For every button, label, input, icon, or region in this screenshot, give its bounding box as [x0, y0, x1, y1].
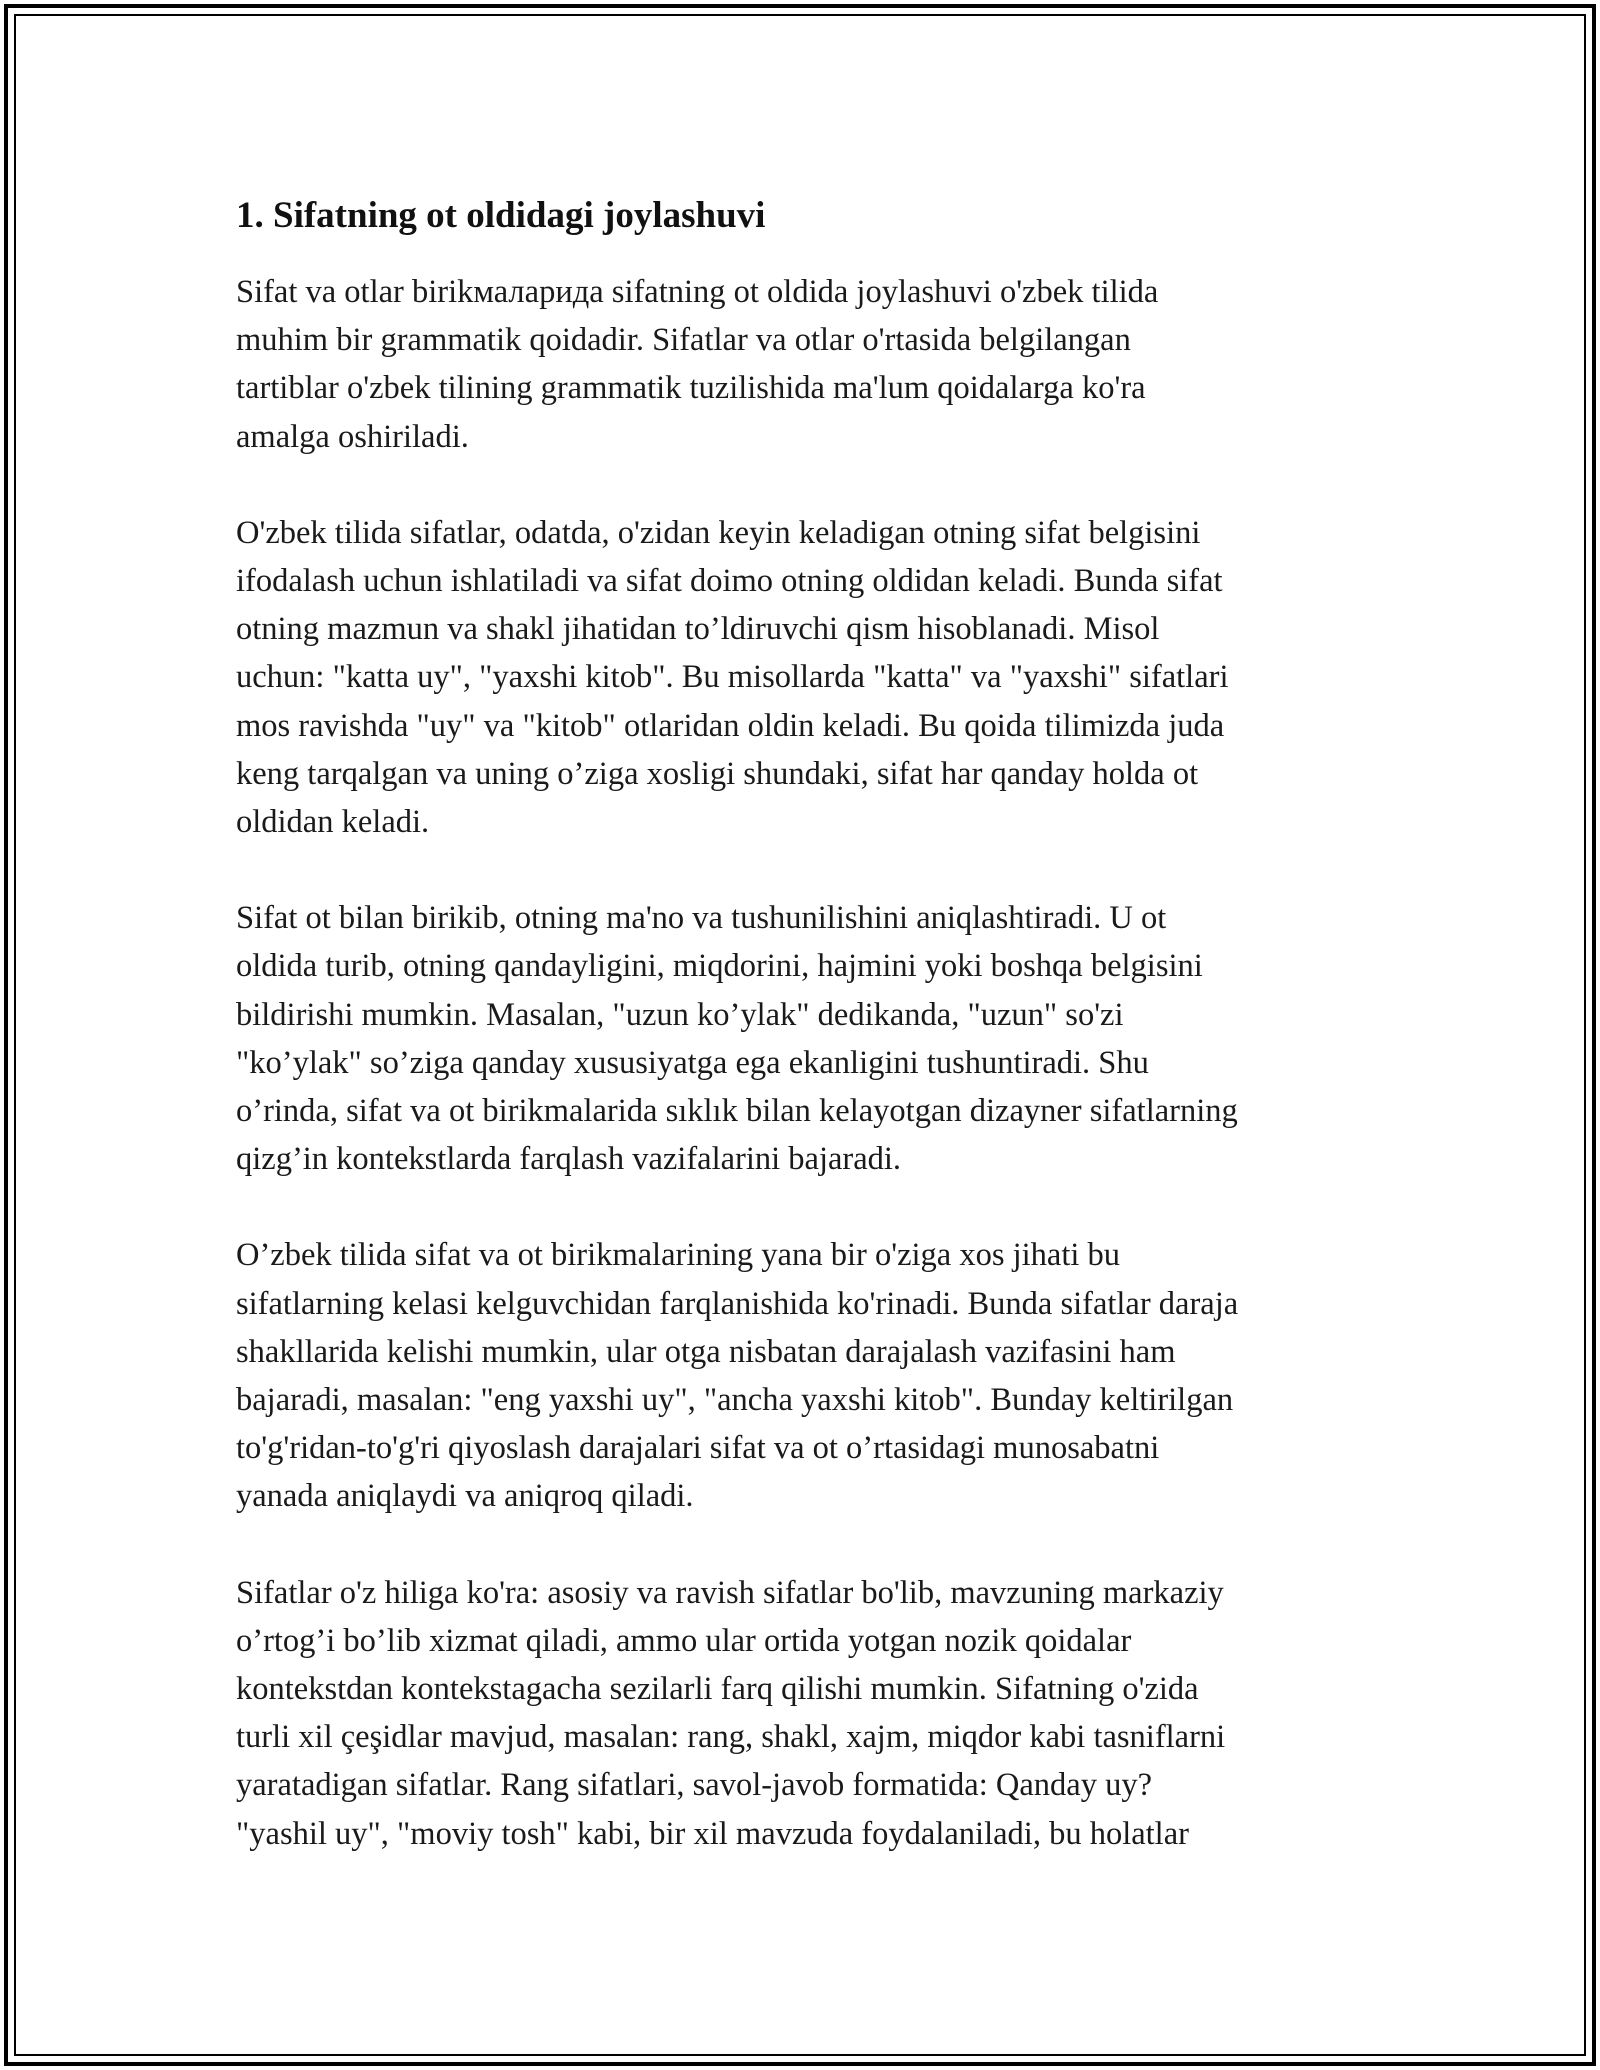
text-line: yaratadigan sifatlar. Rang sifatlari, savol-javob formatida: Qanday uy?	[236, 1767, 1152, 1804]
paragraph-5	[236, 1569, 1396, 1858]
text-line: oldidan keladi.	[236, 804, 430, 841]
text-line: muhim bir grammatik qoidadir. Sifatlar va otlar o'rtasida belgilangan	[236, 322, 1131, 359]
text-line: turli xil çeşidlar mavjud, masalan: rang, shakl, xajm, miqdor kabi tasniflarni	[236, 1719, 1226, 1756]
paragraph-3	[236, 894, 1396, 1183]
text-line: tartiblar o'zbek tilining grammatik tuzilishida ma'lum qoidalarga ko'ra	[236, 370, 1146, 407]
text-line: kontekstdan kontekstagacha sezilarli farq qilishi mumkin. Sifatning o'zida	[236, 1671, 1199, 1708]
paragraph-2	[236, 509, 1396, 846]
section-heading: 1. Sifatning ot oldidagi joylashuvi	[236, 195, 766, 236]
text-line: bajaradi, masalan: "eng yaxshi uy", "ancha yaxshi kitob". Bunday keltirilgan	[236, 1382, 1234, 1419]
text-line: Sifat va otlar birikмаларида sifatning ot oldida joylashuvi o'zbek tilida	[236, 274, 1159, 310]
text-line: Sifatlar o'z hiliga ko'ra: asosiy va ravish sifatlar bo'lib, mavzuning markaziy	[236, 1574, 1224, 1611]
text-line: O’zbek tilida sifat va ot birikmalarining yana bir o'ziga xos jihati bu	[236, 1237, 1121, 1274]
text-line: O'zbek tilida sifatlar, odatda, o'zidan keyin keladigan otning sifat belgisini	[236, 514, 1201, 551]
document-body	[236, 186, 1396, 1906]
text-line: shakllarida kelishi mumkin, ular otga nisbatan darajalash vazifasini ham	[236, 1333, 1176, 1370]
text-line: o’rinda, sifat va ot birikmalarida sıklık bilan kelayotgan dizayner sifatlarning	[236, 1093, 1238, 1130]
text-line: qizg’in kontekstlarda farqlash vazifalarini bajaradi.	[236, 1141, 902, 1178]
paragraph-4	[236, 1231, 1396, 1520]
text-line: keng tarqalgan va uning o’ziga xosligi shundaki, sifat har qanday holda ot	[236, 755, 1199, 792]
text-line: yanada aniqlaydi va aniqroq qiladi.	[236, 1478, 694, 1515]
text-line: oldida turib, otning qandayligini, miqdorini, hajmini yoki boshqa belgisini	[236, 948, 1203, 985]
paragraph-1	[236, 268, 1396, 461]
text-line: ifodalash uchun ishlatiladi va sifat doimo otning oldidan keladi. Bunda sifat	[236, 563, 1223, 600]
text-line: to'g'ridan-to'g'ri qiyoslash darajalari sifat va ot o’rtasidagi munosabatni	[236, 1430, 1160, 1467]
text-line: otning mazmun va shakl jihatidan to’ldiruvchi qism hisoblanadi. Misol	[236, 611, 1160, 648]
text-line: o’rtog’i bo’lib xizmat qiladi, ammo ular ortida yotgan nozik qoidalar	[236, 1622, 1132, 1659]
text-line: Sifat ot bilan birikib, otning ma'no va tushunilishini aniqlashtiradi. U ot	[236, 900, 1167, 937]
text-line: sifatlarning kelasi kelguvchidan farqlanishida ko'rinadi. Bunda sifatlar daraja	[236, 1285, 1239, 1322]
text-line: mos ravishda "uy" va "kitob" otlaridan oldin keladi. Bu qoida tilimizda juda	[236, 707, 1225, 744]
text-line: "yashil uy", "moviy tosh" kabi, bir xil mavzuda foydalaniladi, bu holatlar	[236, 1815, 1189, 1852]
text-line: "ko’ylak" so’ziga qanday xususiyatga ega ekanligini tushuntiradi. Shu	[236, 1044, 1149, 1081]
text-line: bildirishi mumkin. Masalan, "uzun ko’ylak" dedikanda, "uzun" so'zi	[236, 996, 1124, 1033]
text-line: amalga oshiriladi.	[236, 418, 469, 455]
text-line: uchun: "katta uy", "yaxshi kitob". Bu misollarda "katta" va "yaxshi" sifatlari	[236, 659, 1229, 696]
